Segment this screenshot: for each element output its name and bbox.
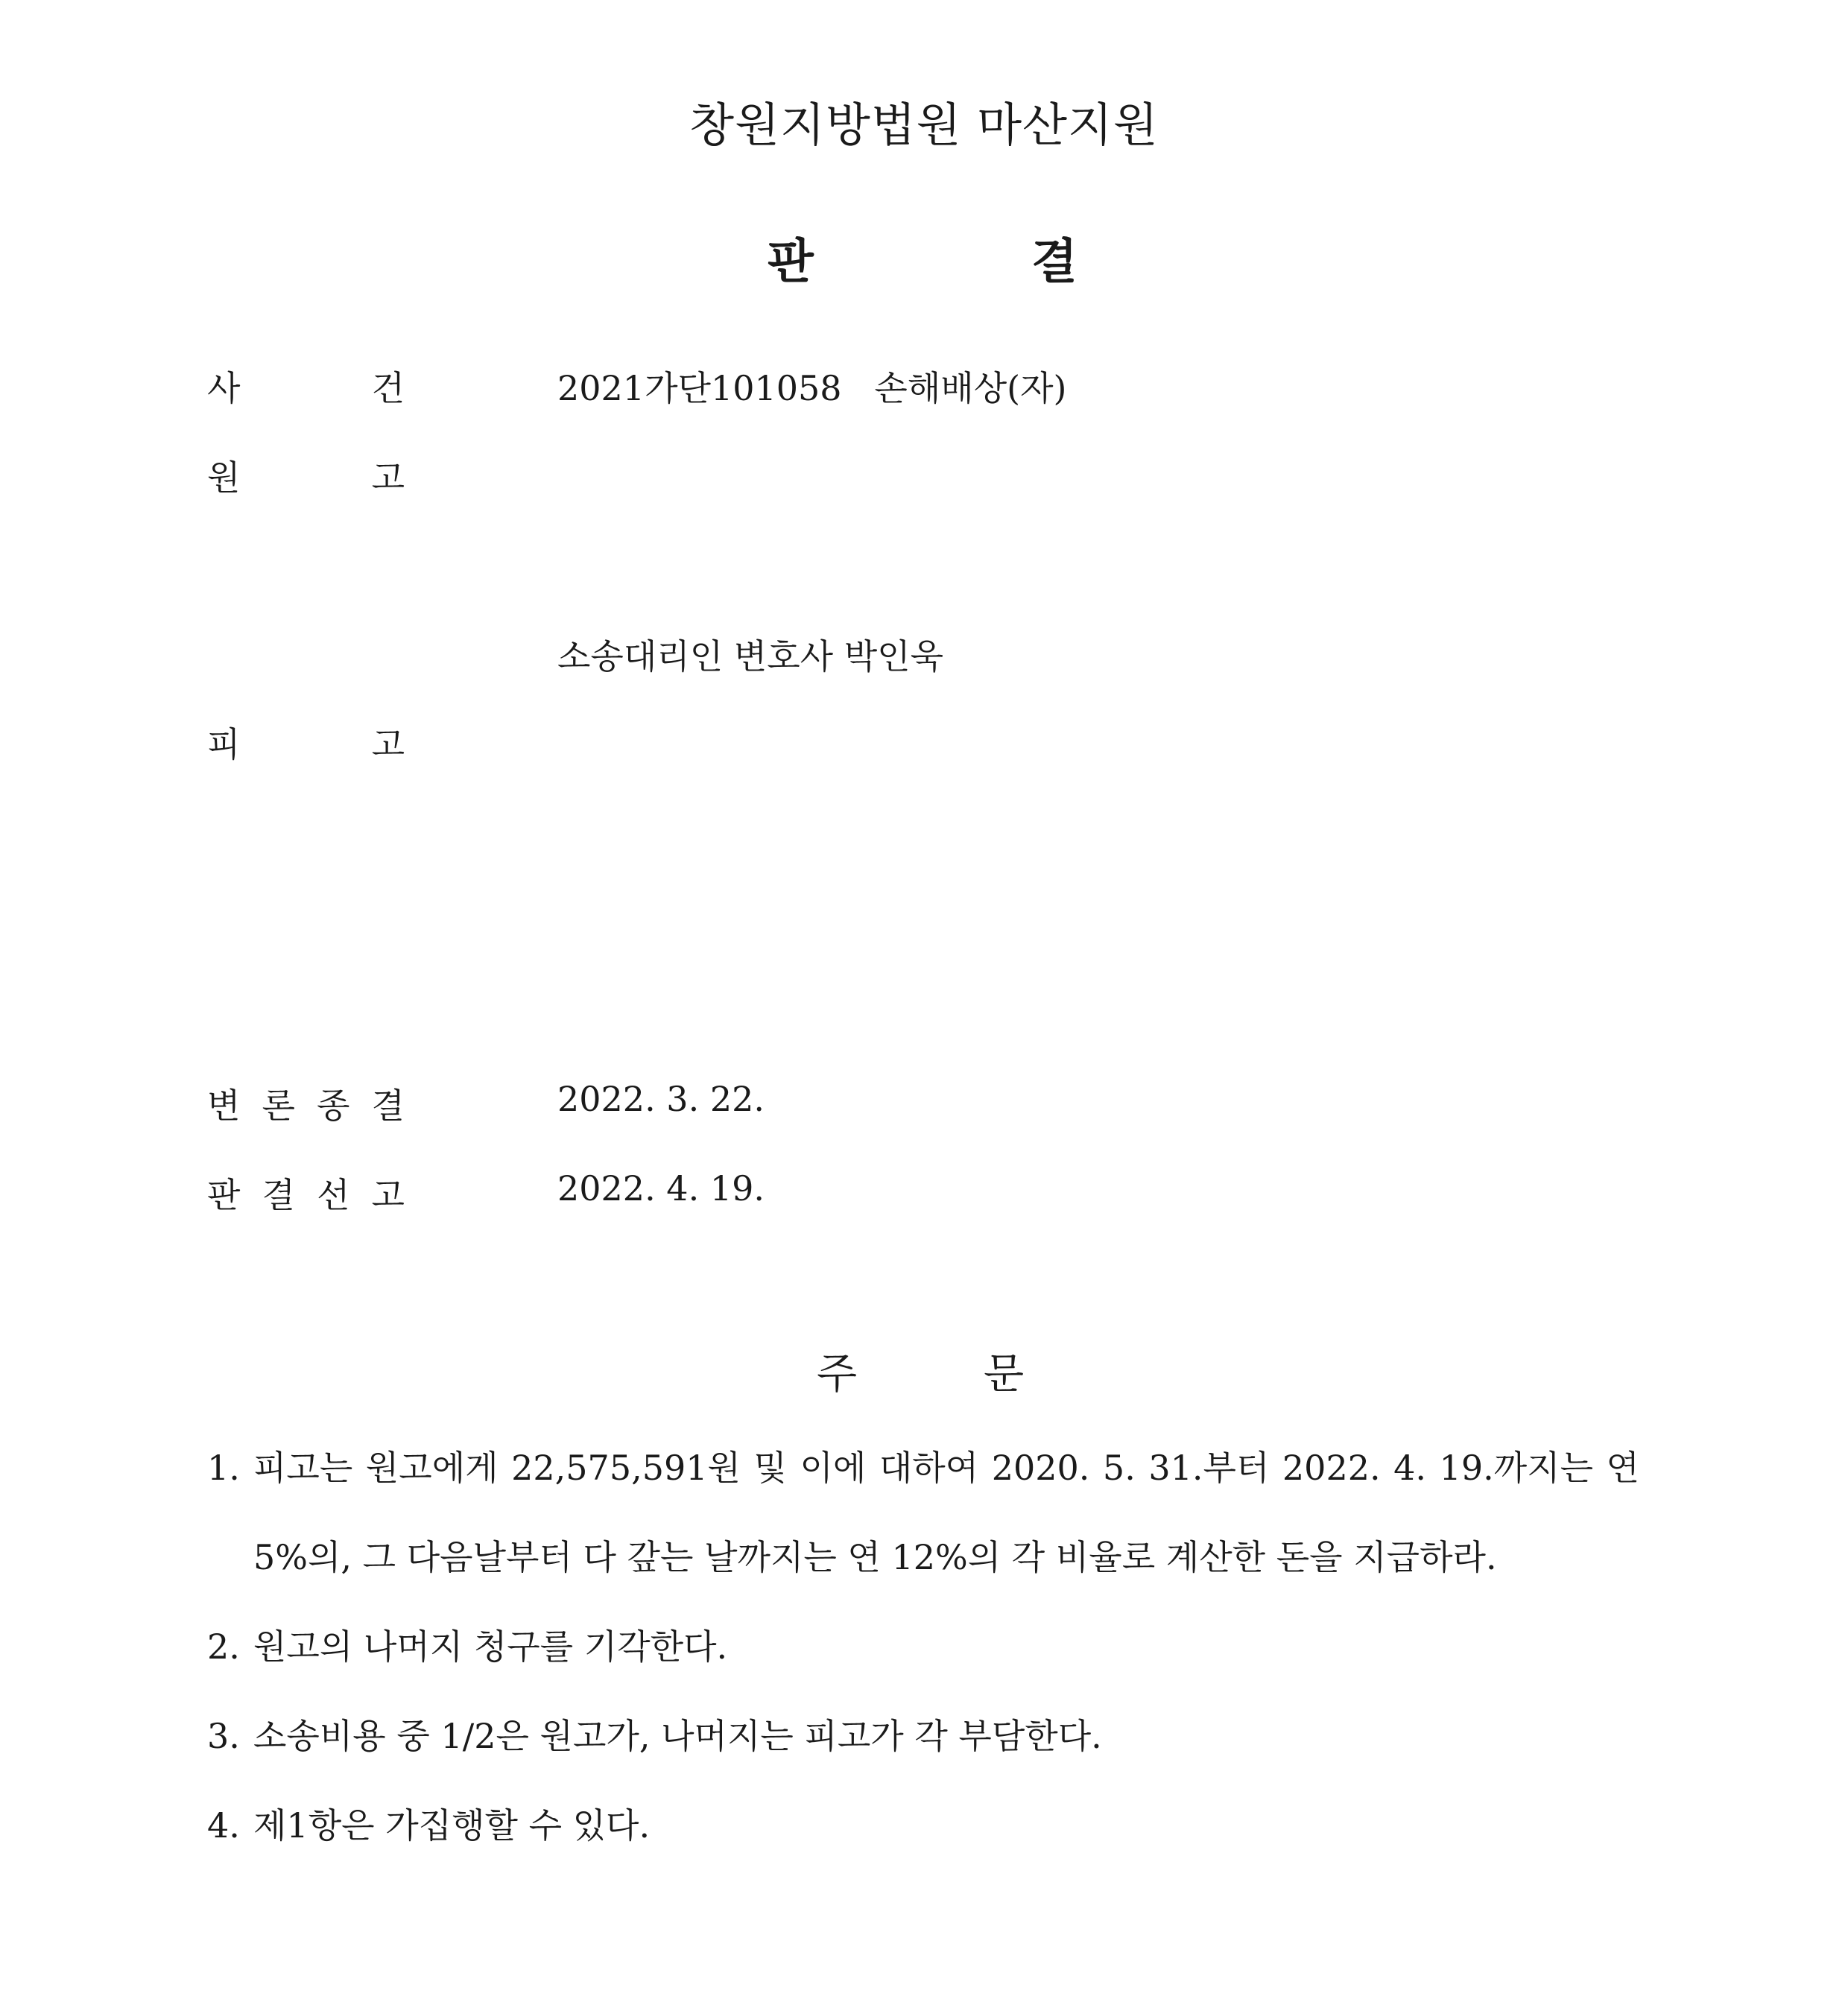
order-item-number: 2.	[207, 1627, 240, 1667]
judgment-date-label	[207, 1168, 405, 1217]
order-item-number: 3.	[207, 1716, 240, 1756]
order-item	[207, 1423, 1639, 1602]
order-item-text: 원고의 나머지 청구를 기각한다.	[253, 1627, 728, 1667]
plaintiff-label-char: 고	[371, 457, 405, 498]
closing-argument-label-char: 종	[317, 1086, 350, 1126]
judgment-date: 2022. 4. 19.	[557, 1168, 765, 1209]
order-item	[207, 1781, 1639, 1870]
defendant-label-char: 고	[371, 724, 405, 764]
order-item-text: 제1항은 가집행할 수 있다.	[253, 1805, 651, 1846]
plaintiff-label	[207, 451, 405, 500]
closing-argument-label	[207, 1079, 405, 1128]
order-list	[207, 1423, 1639, 1870]
case-label-char: 건	[371, 368, 405, 408]
document-title-right: 결	[1031, 235, 1078, 290]
closing-argument-date: 2022. 3. 22.	[557, 1079, 765, 1119]
defendant-label	[207, 718, 405, 767]
case-label	[207, 361, 405, 411]
judgment-date-label-char: 선	[317, 1175, 350, 1215]
closing-argument-label-char: 론	[262, 1086, 295, 1126]
plaintiff-attorney: 소송대리인 변호사 박인욱	[557, 636, 944, 677]
judgment-date-label-char: 고	[371, 1175, 405, 1215]
order-title	[0, 1341, 1848, 1401]
order-item	[207, 1602, 1639, 1691]
judgment-date-row	[0, 1168, 1848, 1220]
order-item-text: 소송비용 중 1/2은 원고가, 나머지는 피고가 각 부담한다.	[253, 1716, 1102, 1756]
closing-argument-label-char: 결	[371, 1086, 405, 1126]
order-item-number: 1.	[207, 1448, 240, 1488]
order-item-text: 피고는 원고에게 22,575,591원 및 이에 대하여 2020. 5. 31.부터 2022. 4. 19.까지는 연 5%의, 그 다음날부터 다 갚는 날까지는 연 12%의 각 비율로 계산한 돈을 지급하라.	[253, 1448, 1639, 1577]
document-title	[0, 224, 1848, 290]
judgment-date-label-char: 판	[207, 1175, 241, 1215]
order-title-right: 문	[984, 1350, 1025, 1399]
order-title-left: 주	[817, 1350, 858, 1399]
defendant-label-char: 피	[207, 724, 241, 764]
order-item-number: 4.	[207, 1805, 240, 1846]
case-number: 2021가단101058 손해배상(자)	[557, 368, 1067, 408]
case-row	[0, 361, 1848, 414]
attorney-row	[0, 630, 1848, 682]
plaintiff-label-char: 원	[207, 457, 241, 498]
court-name: 창원지방법원 마산지원	[689, 98, 1159, 152]
defendant-row	[0, 718, 1848, 770]
case-label-char: 사	[207, 368, 241, 408]
plaintiff-row	[0, 451, 1848, 503]
judgment-date-label-char: 결	[262, 1175, 295, 1215]
closing-argument-label-char: 변	[207, 1086, 241, 1126]
closing-argument-row	[0, 1079, 1848, 1131]
order-item	[207, 1691, 1639, 1781]
document-title-left: 판	[768, 235, 814, 290]
